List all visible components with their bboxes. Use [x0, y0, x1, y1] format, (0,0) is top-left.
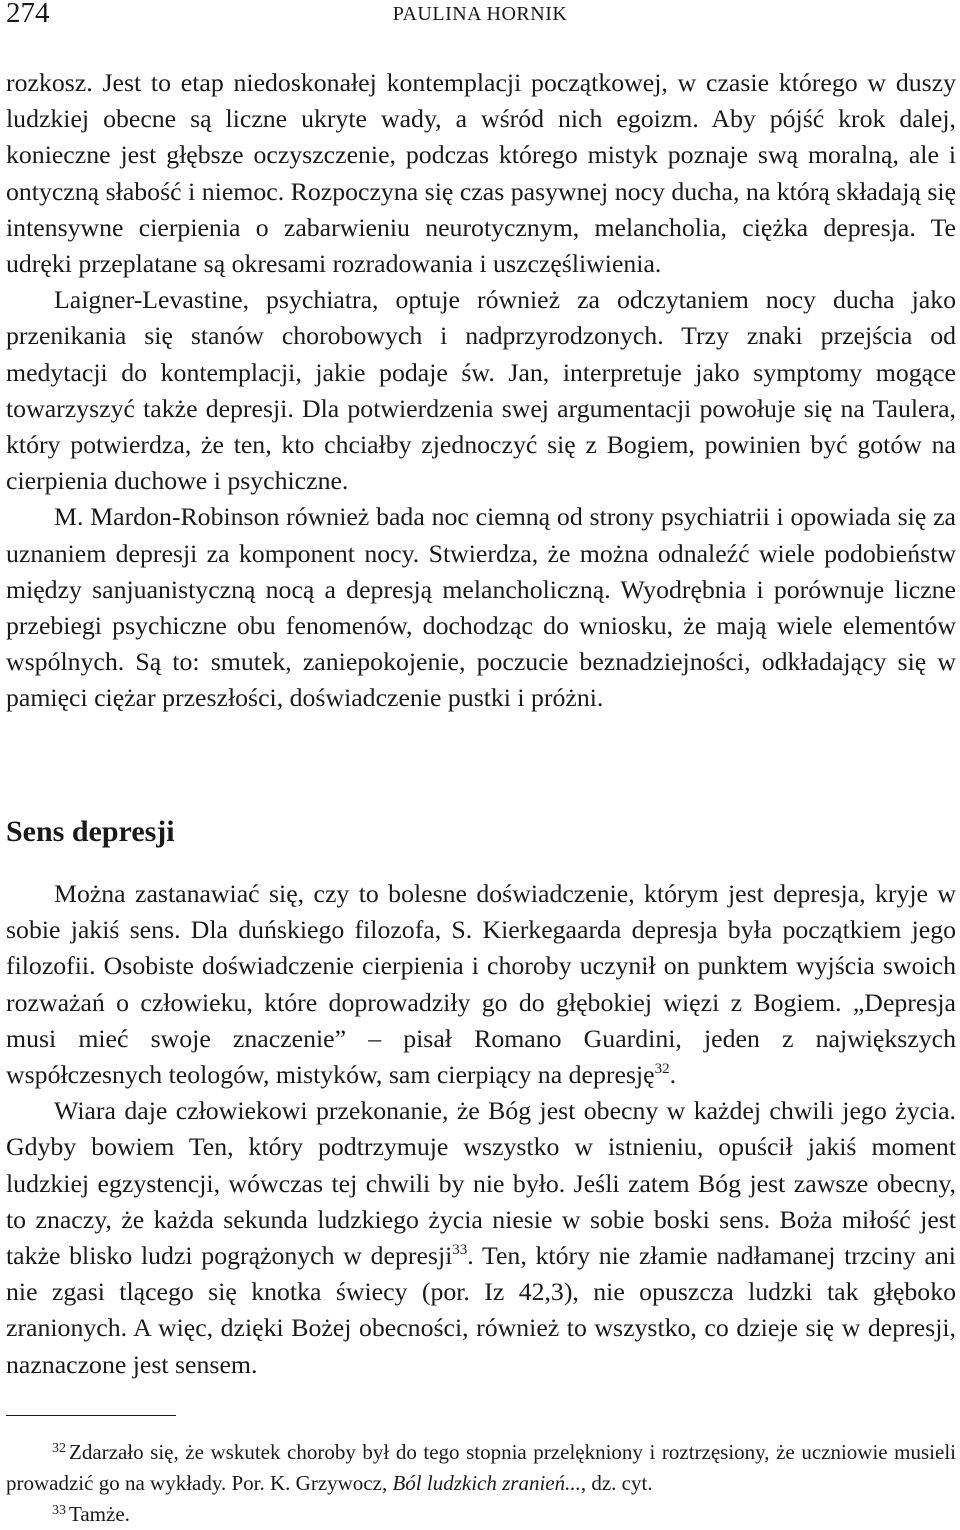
footnote [6, 1437, 956, 1499]
footnote-ref[interactable]: 33 [452, 1242, 468, 1259]
section-heading: Sens depresji [6, 815, 175, 848]
footnote-number: 33 [52, 1503, 66, 1518]
section-body [6, 876, 956, 1383]
paragraph: Laigner-Levastine, psychiatra, optuje również za odczytaniem nocy ducha jako przenikania się stanów chorobowych i nadprzyrodzonych. Trzy znaki przejścia od medytacji do kontemplacji, jakie podaje św. Jan, interpretuje jako symptomy mogące towarzyszyć także depresji. Dla potwierdzenia swej argumentacji powołuje się na Taulera, który potwierdza, że ten, kto chciałby zjednoczyć się z Bogiem, powinien być gotów na cierpienia duchowe i psychiczne. [6, 285, 956, 496]
page-header [0, 0, 960, 30]
paragraph [6, 1093, 956, 1383]
paragraph-text-end: . Ten, który nie złamie nadłamanej trzciny ani nie zgasi tlącego się knotka świecy (por. Iz 42,3), nie opuszcza ludzki tak głęboko zranionych. A więc, dzięki Bożej obecności, również to wszystko, co dzieje się w depresji, naznaczone jest sensem. [6, 1241, 956, 1379]
paragraph [6, 876, 956, 1093]
footnote-text: Zdarzało się, że wskutek choroby był do tego stopnia przelękniony i roztrzęsiony, że uczniowie musieli prowadzić go na wykłady. Por. K. Grzywocz, [6, 1440, 956, 1495]
footnote-title: Ból ludzkich zranień..., [392, 1471, 587, 1495]
footnote-text: Tamże. [69, 1502, 130, 1526]
paragraph-text: Wiara daje człowiekowi przekonanie, że Bóg jest obecny w każdej chwili jego życia. Gdyby bowiem Ten, który podtrzymuje wszystko w istnieniu, opuścił jakiś moment ludzkiej egzystencji, wówczas tej chwili by nie było. Jeśli zatem Bóg jest zawsze obecny, to znaczy, że każda sekunda ludzkiego życia niesie w sobie boski sens. Boża miłość jest także blisko ludzi pogrążonych w depresji [6, 1096, 956, 1271]
body-text [6, 65, 956, 717]
footnote [6, 1499, 956, 1530]
footnote-number: 32 [52, 1441, 66, 1456]
footnotes [6, 1437, 956, 1530]
page-number: 274 [6, 0, 50, 29]
running-head: PAULINA HORNIK [392, 3, 568, 25]
paragraph: rozkosz. Jest to etap niedoskonałej kontemplacji początkowej, w czasie którego w duszy ludzkiej obecne są liczne ukryte wady, a wśród nich egoizm. Aby pójść krok dalej, konieczne jest głębsze oczyszczenie, podczas którego mistyk poznaje swą moralną, ale i ontyczną słabość i niemoc. Rozpoczyna się czas pasywnej nocy ducha, na którą składają się intensywne cierpienia o zabarwieniu neurotycznym, melancholia, ciężka depresja. Te udręki przeplatane są okresami rozradowania i uszczęśliwienia. [6, 68, 956, 279]
paragraph-text: Można zastanawiać się, czy to bolesne doświadczenie, którym jest depresja, kryje w sobie jakiś sens. Dla duńskiego filozofa, S. Kierkegaarda depresja była początkiem jego filozofii. Osobiste doświadczenie cierpienia i choroby uczynił on punktem wyjścia swoich rozważań o człowieku, które doprowadziły go do głębokiej więzi z Bogiem. „Depresja musi mieć swoje znaczenie” – pisał Romano Guardini, jeden z największych współczesnych teologów, mistyków, sam cierpiący na depresję [6, 879, 956, 1090]
footnote-ref[interactable]: 32 [654, 1061, 670, 1078]
footnote-divider [6, 1415, 176, 1416]
paragraph-text-end: . [669, 1060, 677, 1090]
footnote-text-end: dz. cyt. [586, 1471, 653, 1495]
paragraph: M. Mardon-Robinson również bada noc ciemną od strony psychiatrii i opowiada się za uznaniem depresji za komponent nocy. Stwierdza, że można odnaleźć wiele podobieństw między sanjuanistyczną nocą a depresją melancholiczną. Wyodrębnia i porównuje liczne przebiegi psychiczne obu fenomenów, dochodząc do wniosku, że mają wiele elementów wspólnych. Są to: smutek, zaniepokojenie, poczucie beznadziejności, odkładający się w pamięci ciężar przeszłości, doświadczenie pustki i próżni. [6, 502, 956, 713]
